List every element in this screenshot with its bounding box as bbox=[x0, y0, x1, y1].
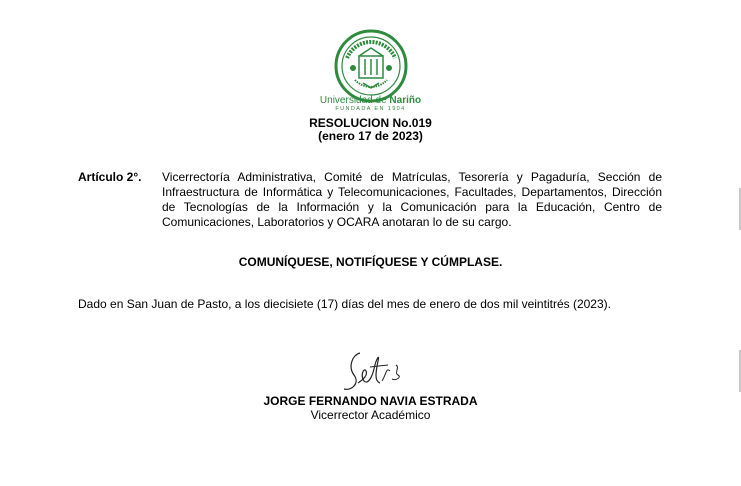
university-name bbox=[0, 95, 741, 106]
resolution-date: (enero 17 de 2023) bbox=[318, 129, 423, 143]
university-name-prefix: Universidad de bbox=[319, 95, 390, 106]
article-body: Vicerrectoría Administrativa, Comité de Matrículas, Tesorería y Pagaduría, Sección de Infraestructura de Informática y Telecomunicaciones, Facultades, Departamentos, Dirección de Tecnologías de la Información y la Comunicación para la Educación, Centro de Comunicaciones, Laboratorios y OCARA anotaran lo de su cargo. bbox=[162, 170, 662, 229]
closing-statement: COMUNÍQUESE, NOTIFÍQUESE Y CÚMPLASE. bbox=[238, 255, 503, 269]
signer-name: JORGE FERNANDO NAVIA ESTRADA bbox=[263, 394, 478, 408]
given-statement: Dado en San Juan de Pasto, a los diecisiete (17) días del mes de enero de dos mil veintitrés (2023). bbox=[78, 297, 611, 311]
signature-icon bbox=[330, 345, 410, 400]
signer-role: Vicerrector Académico bbox=[310, 408, 431, 422]
founded-text: FUNDADA EN 1904 bbox=[335, 106, 406, 112]
university-name-bold: Nariño bbox=[389, 95, 422, 106]
resolution-title: RESOLUCION No.019 bbox=[309, 116, 432, 130]
university-seal-icon bbox=[333, 28, 409, 104]
article-label: Artículo 2°. bbox=[78, 170, 142, 184]
